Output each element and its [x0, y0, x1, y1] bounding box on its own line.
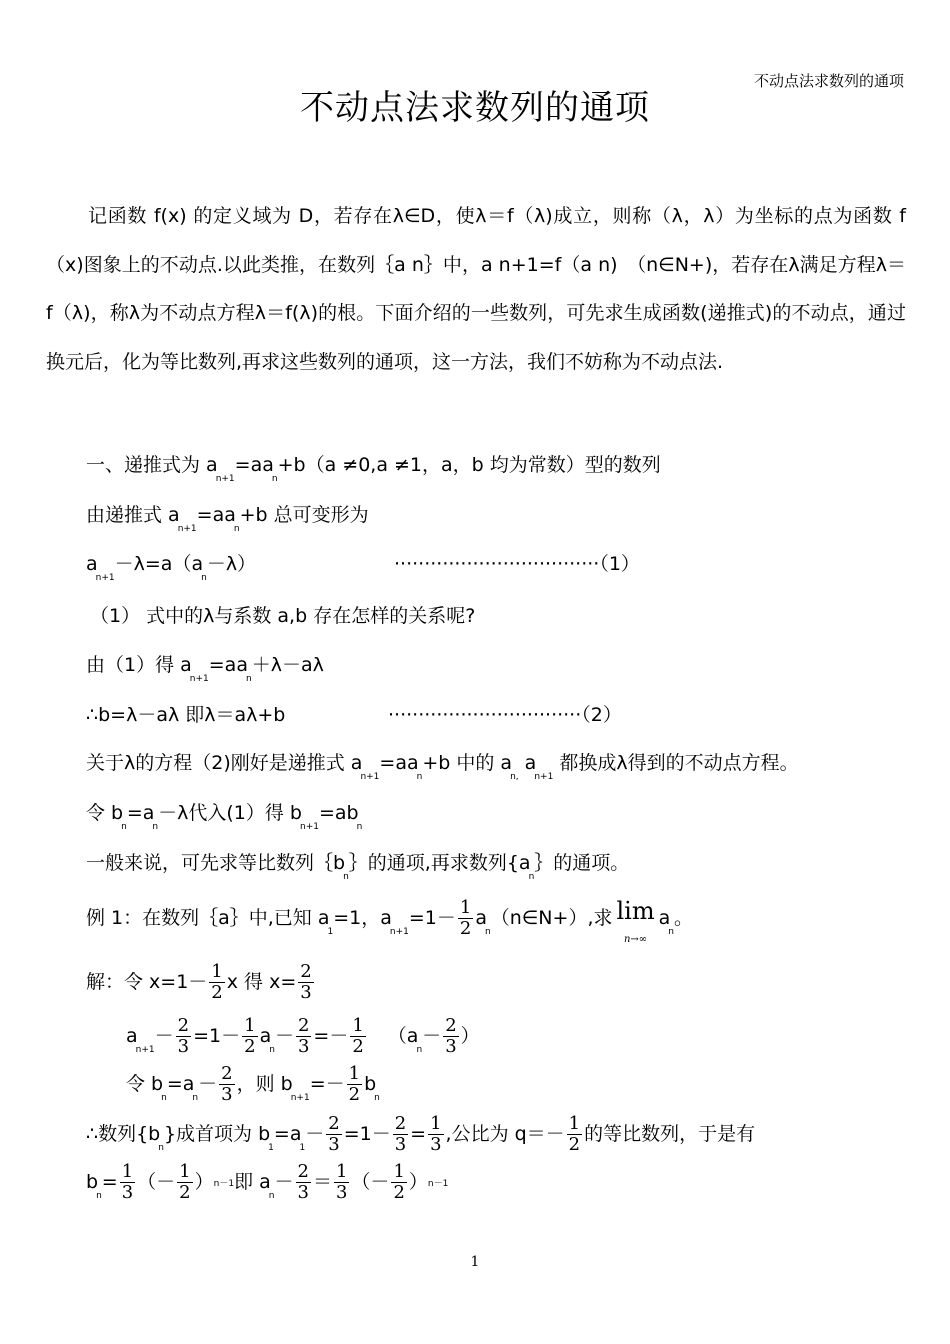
general-method-line — [86, 848, 629, 882]
question-line: （1） 式中的λ与系数 a,b 存在怎样的关系呢? — [90, 605, 476, 627]
text: （a — [387, 1025, 419, 1047]
subscript: n — [152, 822, 159, 832]
fraction-two-thirds — [326, 1114, 341, 1155]
subscript: n — [201, 573, 207, 583]
subscript: n+1 — [534, 772, 554, 782]
denominator: 3 — [221, 1084, 233, 1105]
solution-line-2 — [126, 1016, 480, 1057]
text: 即 a — [234, 1171, 271, 1193]
text: a — [475, 907, 487, 929]
denominator: 3 — [445, 1036, 457, 1057]
page-title: 不动点法求数列的通项 — [300, 88, 650, 128]
denominator: 3 — [297, 1182, 309, 1203]
text: =a — [166, 1073, 195, 1095]
subscript: n+1 — [215, 474, 235, 484]
subscript: n+1 — [290, 1093, 310, 1103]
text: =aa — [196, 504, 236, 526]
text: =1－ — [193, 1025, 241, 1047]
subscript: n — [271, 474, 278, 484]
equation-1 — [86, 549, 256, 583]
fraction-half — [209, 962, 224, 1003]
fraction-third — [428, 1114, 443, 1155]
text: － — [422, 1025, 442, 1047]
denominator: 2 — [211, 982, 223, 1003]
text: ） — [194, 1171, 214, 1193]
subscript: n — [668, 927, 674, 937]
text: 的等比数列，于是有 — [584, 1123, 756, 1145]
subscript: n — [161, 1093, 167, 1103]
text: +b 总可变形为 — [239, 504, 369, 526]
text: 一般来说，可先求等比数列｛b — [86, 852, 346, 874]
text: =aa — [234, 454, 274, 476]
subscript: n — [269, 1045, 275, 1055]
equation-1-label: ··································（1） — [394, 553, 640, 575]
numerator: 1 — [352, 1015, 364, 1036]
text: ＋λ－aλ — [251, 654, 324, 676]
denominator: 2 — [352, 1036, 364, 1057]
text: ∴数列{b — [86, 1123, 161, 1145]
text: 由递推式 a — [86, 504, 180, 526]
denominator: 3 — [328, 1134, 340, 1155]
numerator: 2 — [297, 1161, 309, 1182]
from-eq1-line — [86, 650, 324, 684]
subscript: n+1 — [135, 1045, 155, 1055]
fraction-half — [177, 1162, 192, 1203]
numerator: 1 — [121, 1161, 134, 1182]
subscript: n — [374, 1093, 380, 1103]
subscript: n — [485, 927, 491, 937]
solution-line-1 — [86, 962, 316, 1003]
subscript: n — [192, 1093, 199, 1103]
exponent: n－1 — [427, 1179, 449, 1189]
numerator: 1 — [568, 1113, 581, 1134]
text: （n∈N+）,求 — [490, 907, 613, 929]
page-number: 1 — [470, 1254, 480, 1270]
numerator: 1 — [393, 1161, 405, 1182]
text: =－ — [309, 1073, 345, 1095]
text: －λ=a（a — [114, 553, 204, 575]
text: － — [274, 1171, 294, 1193]
text: = — [410, 1123, 427, 1145]
fraction-third — [334, 1162, 349, 1203]
denominator: 2 — [244, 1036, 256, 1057]
text: ,公比为 q＝－ — [445, 1123, 565, 1145]
numerator: 2 — [177, 1015, 190, 1036]
text: a — [86, 553, 98, 575]
solution-line-4 — [86, 1114, 755, 1155]
subscript: n+1 — [360, 772, 380, 782]
text: = — [101, 1171, 118, 1193]
denominator: 2 — [179, 1182, 191, 1203]
text: a — [518, 752, 537, 774]
denominator: 3 — [394, 1134, 407, 1155]
subscript: n — [96, 1191, 102, 1201]
text: b — [86, 1171, 99, 1193]
numerator: 2 — [445, 1015, 457, 1036]
text: －λ代入(1）得 b — [158, 802, 302, 824]
intro-paragraph: 记函数 f(x) 的定义域为 D，若存在λ∈D，使λ＝f（λ)成立，则称（λ，λ）为坐标的点为函数 f（x)图象上的不动点.以此类推，在数列｛a n｝中，a n+1=f（a n) （n∈N+)，若存在λ满足方程λ＝f（λ)，称λ为不动点方程λ＝f(λ)的根。下面介绍的一些数列，可先求生成函数(递推式)的不动点，通过换元后，化为等比数列,再求这些数列的通项，这一方法，我们不妨称为不动点法. — [46, 205, 906, 373]
text: ｝的通项。 — [534, 852, 630, 874]
subscript: n+1 — [95, 573, 115, 583]
numerator: 1 — [179, 1161, 191, 1182]
numerator: 2 — [394, 1113, 407, 1134]
numerator: 1 — [335, 1161, 348, 1182]
text: ） — [408, 1171, 428, 1193]
fraction-half — [242, 1016, 257, 1057]
text: ） — [460, 1025, 480, 1047]
text: +b 中的 a — [422, 752, 513, 774]
text: 关于λ的方程（2)刚好是递推式 a — [86, 752, 363, 774]
subscript: n — [416, 772, 423, 782]
text: 都换成λ得到的不动点方程。 — [553, 752, 799, 774]
text: 由（1）得 a — [86, 654, 192, 676]
fraction-two-thirds — [296, 1162, 311, 1203]
fraction-half — [567, 1114, 582, 1155]
text: =1－ — [343, 1123, 391, 1145]
text: =ab — [318, 802, 359, 824]
equation-2: ∴b=λ－aλ 即λ＝aλ+b — [86, 704, 286, 726]
fraction-two-thirds — [298, 962, 313, 1003]
subscript: n — [121, 822, 127, 832]
subscript: n+1 — [177, 524, 197, 534]
subscript: n — [233, 524, 240, 534]
text: 一、递推式为 a — [86, 454, 218, 476]
fraction-two-thirds — [296, 1016, 311, 1057]
running-header: 不动点法求数列的通项 — [753, 72, 904, 90]
denominator: 3 — [121, 1182, 134, 1203]
text: － — [274, 1025, 294, 1047]
denominator: 3 — [335, 1182, 348, 1203]
subscript: n — [528, 872, 535, 882]
equation-2-label: ································（2） — [388, 704, 622, 726]
text: ＝ — [312, 1171, 332, 1193]
text: =1，a — [333, 907, 392, 929]
fraction-third — [120, 1162, 135, 1203]
fraction-two-thirds — [393, 1114, 408, 1155]
fraction-two-thirds — [176, 1016, 191, 1057]
lim-subscript: n→∞ — [623, 934, 648, 945]
fraction-half — [350, 1016, 365, 1057]
text: =a — [126, 802, 155, 824]
fraction-two-thirds — [219, 1064, 234, 1105]
denominator: 3 — [297, 1036, 310, 1057]
text: － — [305, 1123, 325, 1145]
denominator: 2 — [393, 1182, 405, 1203]
text: （－ — [351, 1171, 390, 1193]
text: 令 b — [126, 1073, 164, 1095]
numerator: 2 — [221, 1063, 233, 1084]
fraction-half — [458, 898, 473, 939]
text: a — [658, 907, 671, 929]
denominator: 2 — [568, 1134, 581, 1155]
example-1 — [86, 898, 693, 945]
solution-line-5 — [86, 1162, 448, 1203]
text: 。 — [673, 907, 693, 929]
section-heading-1 — [86, 450, 661, 484]
text: =aa — [379, 752, 419, 774]
text: 解：令 x=1－ — [86, 971, 208, 993]
subscript: 1 — [299, 1143, 306, 1153]
denominator: 3 — [177, 1036, 190, 1057]
subscript: n — [416, 1045, 423, 1055]
subscript: n+1 — [389, 927, 409, 937]
numerator: 2 — [328, 1113, 340, 1134]
numerator: 1 — [348, 1063, 361, 1084]
text: － — [198, 1073, 218, 1095]
fixed-point-note — [86, 748, 799, 782]
text: =aa — [208, 654, 248, 676]
text: － — [154, 1025, 174, 1047]
text: －λ） — [206, 553, 257, 575]
limit-operator — [616, 898, 654, 945]
text: 令 b — [86, 802, 124, 824]
text: ，则 b — [236, 1073, 293, 1095]
text: b — [364, 1073, 377, 1095]
fraction-half — [391, 1162, 406, 1203]
denominator: 3 — [300, 982, 312, 1003]
numerator: 2 — [297, 1015, 310, 1036]
text: ｝的通项,再求数列{a — [348, 852, 531, 874]
subscript: n — [268, 1191, 275, 1201]
text: =a — [273, 1123, 302, 1145]
numerator: 1 — [211, 961, 223, 982]
lim-word: lim — [616, 897, 655, 925]
text: （－ — [137, 1171, 176, 1193]
exponent: n－1 — [213, 1179, 235, 1189]
numerator: 2 — [300, 961, 312, 982]
text: }成首项为 b — [163, 1123, 271, 1145]
text: a — [259, 1025, 272, 1047]
text: +b（a ≠0,a ≠1，a，b 均为常数）型的数列 — [277, 454, 661, 476]
subscript: n — [158, 1143, 164, 1153]
denominator: 2 — [348, 1084, 361, 1105]
numerator: 1 — [459, 897, 472, 918]
denominator: 2 — [459, 918, 472, 939]
subscript: n+1 — [299, 822, 319, 832]
text: a — [126, 1025, 138, 1047]
text: 例 1：在数列｛a｝中,已知 a — [86, 907, 330, 929]
text: =1－ — [408, 907, 456, 929]
substitution-line — [86, 798, 362, 832]
denominator: 3 — [430, 1134, 442, 1155]
fraction-half — [347, 1064, 362, 1105]
solution-line-3 — [126, 1064, 380, 1105]
subscript: n — [245, 674, 252, 684]
fraction-two-thirds — [443, 1016, 458, 1057]
subscript: n — [343, 872, 349, 882]
subscript: 1 — [327, 927, 334, 937]
subscript: n, — [510, 772, 519, 782]
text: =－ — [313, 1025, 349, 1047]
subscript: 1 — [268, 1143, 274, 1153]
derive-line — [86, 500, 369, 534]
subscript: n — [356, 822, 363, 832]
numerator: 1 — [244, 1015, 256, 1036]
text: x 得 x= — [226, 971, 297, 993]
subscript: n+1 — [189, 674, 209, 684]
numerator: 1 — [430, 1113, 442, 1134]
